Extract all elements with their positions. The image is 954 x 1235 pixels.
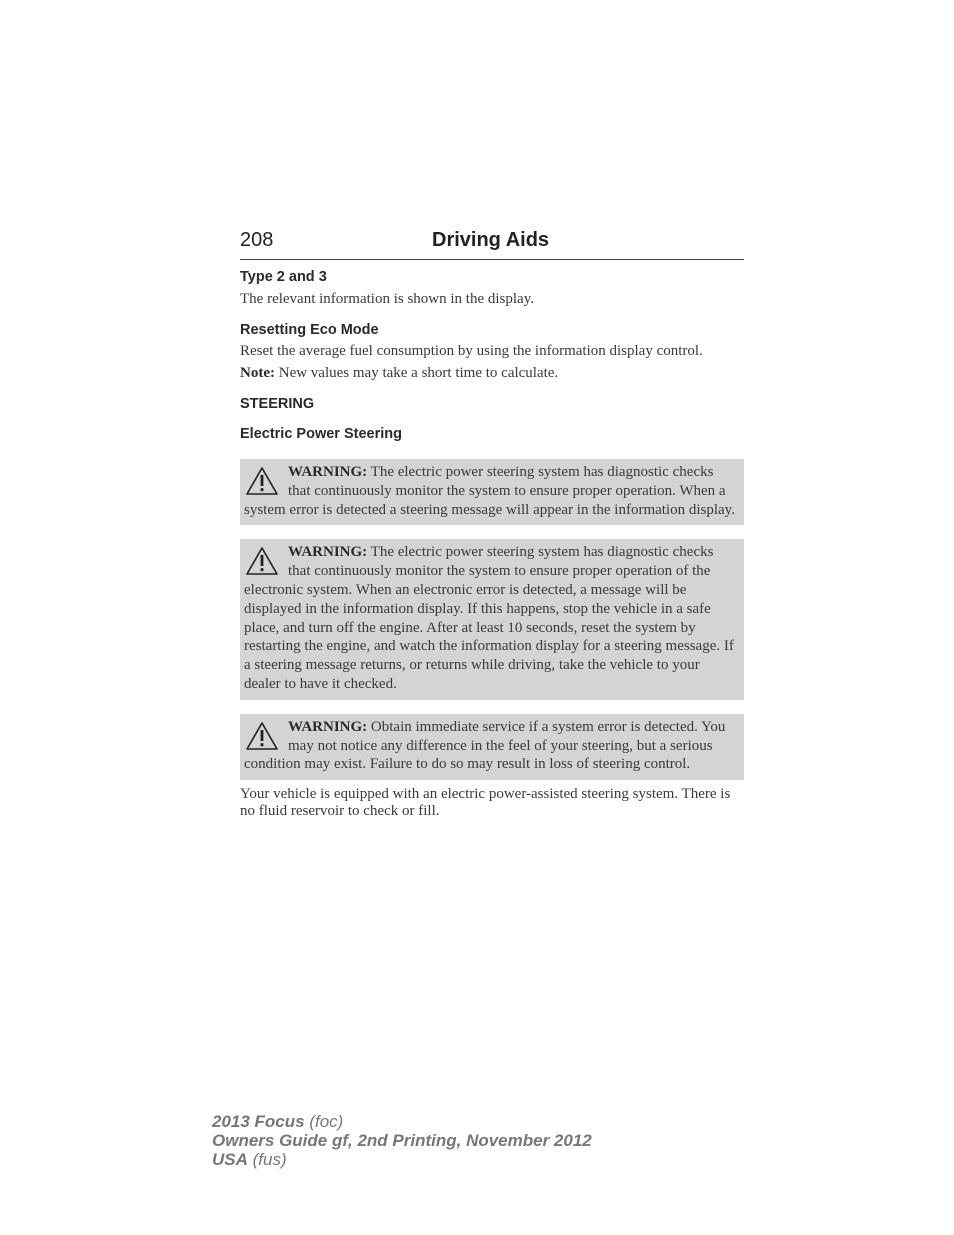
heading-electric-power-steering: Electric Power Steering xyxy=(240,426,402,442)
closing-paragraph: Your vehicle is equipped with an electric power-assisted steering system. There is no fluid reservoir to check or fill. xyxy=(240,786,731,820)
footer-line-2: Owners Guide gf, 2nd Printing, November 2012 xyxy=(212,1131,592,1150)
footer-model-code: (foc) xyxy=(304,1112,344,1131)
paragraph-resetting-eco-mode: Reset the average fuel consumption by using the information display control. xyxy=(240,343,703,359)
page-number: 208 xyxy=(240,229,274,251)
warning-triangle-icon xyxy=(245,721,279,751)
warning-label: WARNING: xyxy=(288,718,368,735)
warning-box-2 xyxy=(240,539,744,699)
heading-steering: STEERING xyxy=(240,396,315,412)
warning-triangle-icon xyxy=(245,466,279,496)
footer-model: 2013 Focus xyxy=(212,1112,305,1131)
warning-box-1 xyxy=(240,459,744,525)
page-header xyxy=(240,228,744,260)
warning-text: The electric power steering system has diagnostic checks that continuously monitor the system to ensure proper operation. When a system error is detected a steering message will appear in the information display. xyxy=(244,464,735,518)
paragraph-type-2-and-3: The relevant information is shown in the display. xyxy=(240,291,534,307)
warning-text: The electric power steering system has diagnostic checks that continuously monitor the system to ensure proper operation of the electronic system. When an electronic error is detected, a message will be displayed in the information display. If this happens, stop the vehicle in a safe place, and turn off the engine. After at least 10 seconds, reset the system by restarting the engine, and watch the information display for a steering message. If a steering message returns, or returns while driving, take the vehicle to your dealer to have it checked. xyxy=(244,544,734,692)
warning-label: WARNING: xyxy=(288,544,368,561)
footer-line-1 xyxy=(212,1112,592,1131)
heading-type-2-and-3: Type 2 and 3 xyxy=(240,269,327,285)
footer-line-3 xyxy=(212,1150,592,1169)
note-paragraph xyxy=(240,365,744,382)
page-footer xyxy=(212,1112,592,1169)
warning-box-3 xyxy=(240,714,744,780)
note-text: New values may take a short time to calculate. xyxy=(274,365,559,381)
heading-resetting-eco-mode: Resetting Eco Mode xyxy=(240,322,379,338)
footer-market-code: (fus) xyxy=(247,1150,287,1169)
note-label: Note: xyxy=(240,365,275,381)
footer-market: USA xyxy=(212,1150,248,1169)
warning-triangle-icon xyxy=(245,546,279,576)
chapter-title: Driving Aids xyxy=(432,229,550,251)
warning-label: WARNING: xyxy=(288,464,368,480)
page-content xyxy=(240,268,744,820)
warning-text: Obtain immediate service if a system error is detected. You may not notice any difference in the feel of your steering, but a serious condition may exist. Failure to do so may result in loss of steering control. xyxy=(244,718,726,773)
